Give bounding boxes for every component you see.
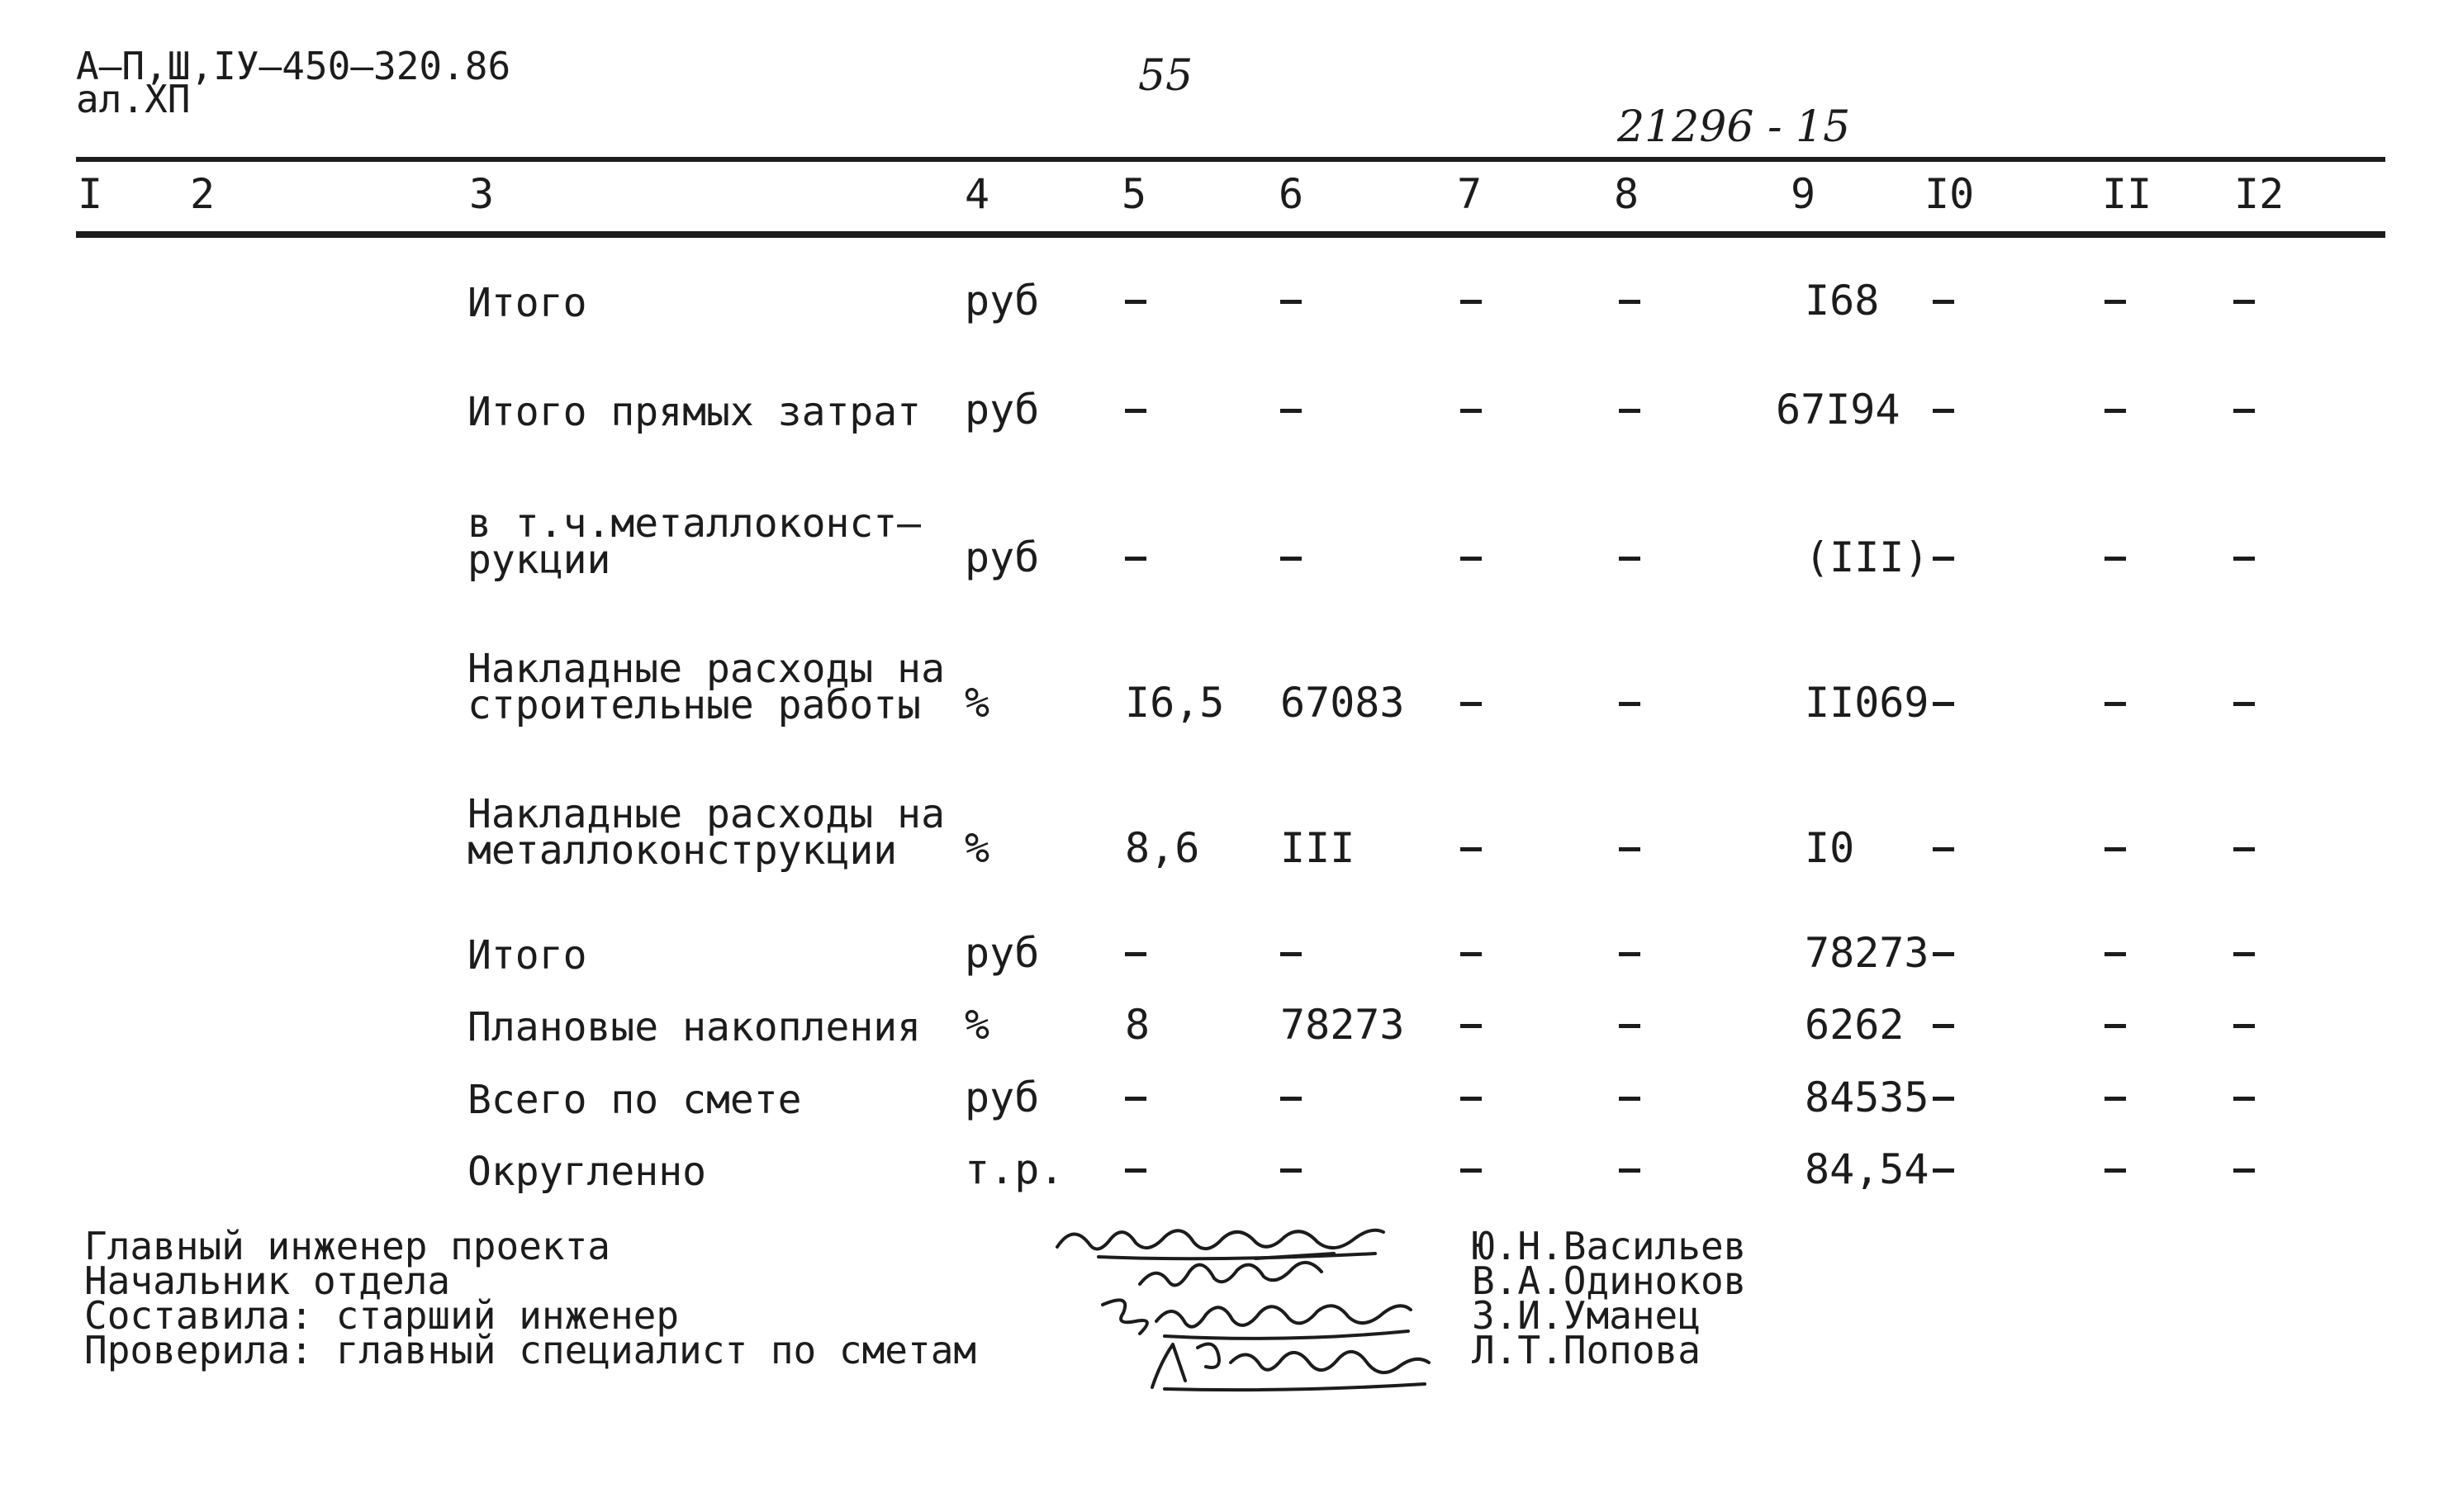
- header-bottom-rule: [76, 231, 2385, 238]
- column-number: II: [2102, 170, 2152, 218]
- handwritten-code: 21296 - 15: [1617, 102, 1851, 152]
- empty-dash: [2233, 1024, 2255, 1028]
- empty-dash: [1933, 1024, 1954, 1028]
- cell-value: III: [1280, 824, 1355, 872]
- empty-dash: [2233, 557, 2255, 561]
- column-number: I: [78, 170, 103, 218]
- empty-dash: [1460, 952, 1482, 956]
- empty-dash: [1460, 1097, 1482, 1101]
- empty-dash: [1619, 702, 1640, 706]
- empty-dash: [2104, 952, 2126, 956]
- row-description: в т.ч.металлоконст–: [467, 500, 922, 547]
- empty-dash: [1460, 847, 1482, 851]
- empty-dash: [1619, 409, 1640, 413]
- row-description: Итого: [467, 932, 587, 979]
- empty-dash: [1460, 702, 1482, 706]
- column-number: 9: [1791, 170, 1816, 218]
- empty-dash: [2104, 409, 2126, 413]
- cell-value: 67083: [1280, 679, 1405, 727]
- empty-dash: [1619, 847, 1640, 851]
- empty-dash: [2104, 847, 2126, 851]
- column-number: 4: [965, 170, 990, 218]
- empty-dash: [1933, 702, 1954, 706]
- cell-value: 6262: [1805, 1001, 1905, 1049]
- signatory-name: Ю.Н.Васильев: [1472, 1224, 1747, 1268]
- empty-dash: [1125, 557, 1146, 561]
- row-unit: руб: [965, 533, 1040, 581]
- row-description: Накладные расходы на: [467, 646, 945, 692]
- row-unit: руб: [965, 386, 1040, 434]
- empty-dash: [1125, 300, 1146, 304]
- empty-dash: [1460, 409, 1482, 413]
- empty-dash: [1125, 409, 1146, 413]
- cell-value: I0: [1805, 824, 1855, 872]
- column-number: 6: [1279, 170, 1304, 218]
- empty-dash: [1460, 1168, 1482, 1173]
- column-number: 2: [190, 170, 216, 218]
- empty-dash: [2233, 300, 2255, 304]
- empty-dash: [1933, 1168, 1954, 1173]
- row-unit: руб: [965, 1074, 1040, 1121]
- empty-dash: [1280, 1168, 1302, 1173]
- empty-dash: [1280, 300, 1302, 304]
- album-label: ал.ХП: [76, 77, 191, 121]
- column-number: 7: [1457, 170, 1483, 218]
- row-description: Всего по смете: [467, 1077, 802, 1123]
- empty-dash: [1280, 952, 1302, 956]
- empty-dash: [2233, 409, 2255, 413]
- row-description: Итого: [467, 280, 587, 326]
- empty-dash: [2104, 1024, 2126, 1028]
- empty-dash: [1460, 300, 1482, 304]
- cell-value: 84,54: [1805, 1145, 1929, 1193]
- column-number: 5: [1122, 170, 1147, 218]
- empty-dash: [1125, 1097, 1146, 1101]
- signatory-role: Главный инженер проекта: [84, 1224, 610, 1268]
- column-number: I0: [1924, 170, 1975, 218]
- empty-dash: [2233, 847, 2255, 851]
- empty-dash: [1933, 1097, 1954, 1101]
- empty-dash: [1933, 847, 1954, 851]
- column-number: 8: [1614, 170, 1639, 218]
- signatory-role: Проверила: главный специалист по сметам: [84, 1328, 977, 1372]
- empty-dash: [2104, 300, 2126, 304]
- empty-dash: [1619, 1024, 1640, 1028]
- row-unit: %: [965, 679, 990, 727]
- empty-dash: [1619, 300, 1640, 304]
- cell-value: II069: [1805, 679, 1929, 727]
- signatory-name: В.А.Одиноков: [1472, 1258, 1747, 1303]
- cell-value: I6,5: [1125, 679, 1225, 727]
- row-unit: %: [965, 1001, 990, 1049]
- row-unit: руб: [965, 277, 1040, 325]
- empty-dash: [1933, 557, 1954, 561]
- empty-dash: [1125, 1168, 1146, 1173]
- empty-dash: [1280, 1097, 1302, 1101]
- document-code: А–П,Ш,IУ–450–320.86: [76, 44, 511, 88]
- empty-dash: [1460, 557, 1482, 561]
- signatory-name: З.И.Уманец: [1472, 1293, 1701, 1338]
- empty-dash: [1933, 300, 1954, 304]
- row-unit: т.р.: [965, 1145, 1065, 1193]
- empty-dash: [2104, 557, 2126, 561]
- column-number: 3: [469, 170, 495, 218]
- empty-dash: [2233, 1168, 2255, 1173]
- empty-dash: [1619, 1097, 1640, 1101]
- empty-dash: [1280, 557, 1302, 561]
- empty-dash: [2233, 952, 2255, 956]
- empty-dash: [1619, 557, 1640, 561]
- empty-dash: [1933, 952, 1954, 956]
- signatory-name: Л.Т.Попова: [1472, 1328, 1701, 1372]
- empty-dash: [2104, 702, 2126, 706]
- cell-value: (III): [1805, 533, 1929, 581]
- row-description: строительные работы: [467, 682, 922, 728]
- empty-dash: [2104, 1168, 2126, 1173]
- page-number: 55: [1138, 51, 1193, 101]
- cell-value: 84535: [1805, 1074, 1929, 1121]
- row-description: Плановые накопления: [467, 1004, 922, 1050]
- cell-value: 8,6: [1125, 824, 1200, 872]
- empty-dash: [1280, 409, 1302, 413]
- cell-value: 8: [1125, 1001, 1151, 1049]
- signatory-role: Составила: старший инженер: [84, 1293, 680, 1338]
- row-description: металлоконструкции: [467, 827, 898, 874]
- row-description: рукции: [467, 537, 611, 583]
- cell-value: 78273: [1805, 929, 1929, 977]
- empty-dash: [2233, 1097, 2255, 1101]
- row-unit: руб: [965, 929, 1040, 977]
- empty-dash: [1125, 952, 1146, 956]
- signatory-role: Начальник отдела: [84, 1258, 451, 1303]
- table-top-rule: [76, 157, 2385, 162]
- empty-dash: [1619, 1168, 1640, 1173]
- row-description: Накладные расходы на: [467, 791, 945, 837]
- row-description: Итого прямых затрат: [467, 389, 922, 435]
- empty-dash: [1460, 1024, 1482, 1028]
- column-number: I2: [2234, 170, 2285, 218]
- empty-dash: [2233, 702, 2255, 706]
- cell-value: 78273: [1280, 1001, 1405, 1049]
- empty-dash: [1619, 952, 1640, 956]
- empty-dash: [1933, 409, 1954, 413]
- empty-dash: [2104, 1097, 2126, 1101]
- signature-popova: [1140, 1330, 1437, 1396]
- row-unit: %: [965, 824, 990, 872]
- row-description: Округленно: [467, 1149, 706, 1195]
- cell-value: I68: [1805, 277, 1880, 325]
- cell-value: 67I94: [1776, 386, 1900, 434]
